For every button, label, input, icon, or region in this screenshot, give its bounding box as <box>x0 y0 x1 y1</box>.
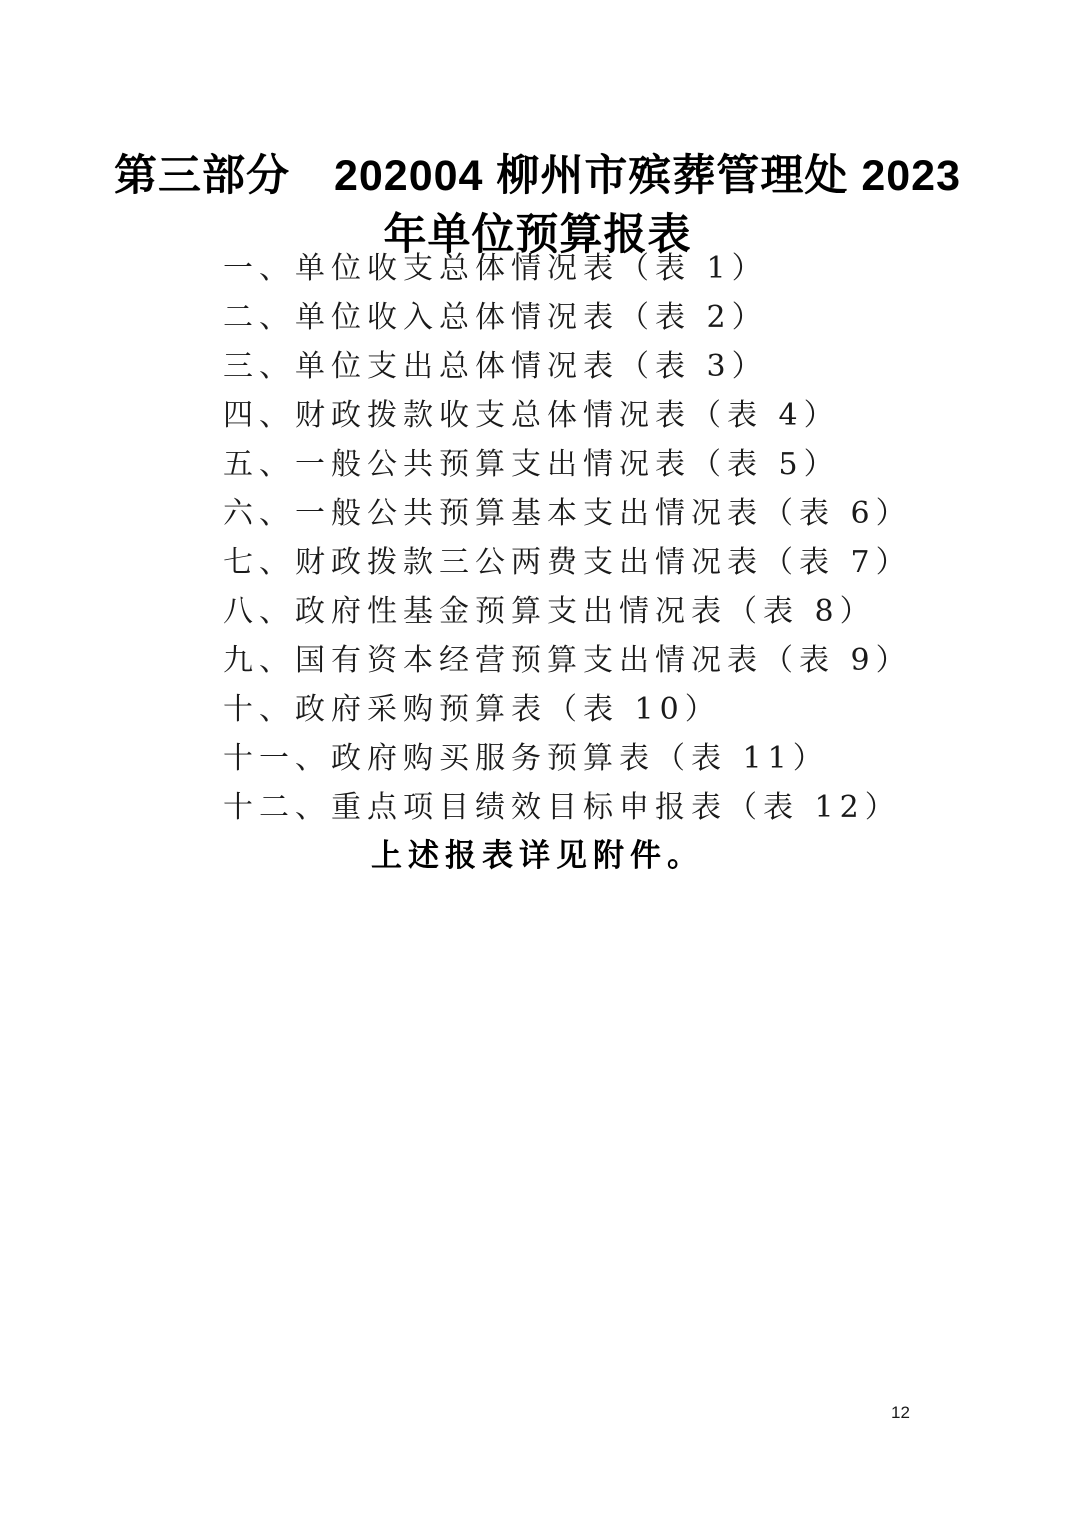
list-item: 六、一般公共预算基本支出情况表（表 6） <box>223 496 912 531</box>
page-title-line-1: 第三部分 202004 柳州市殡葬管理处 2023 <box>113 151 962 200</box>
list-item: 一、单位收支总体情况表（表 1） <box>223 251 768 286</box>
list-item: 十一、政府购买服务预算表（表 11） <box>223 741 829 776</box>
report-table-list <box>223 244 912 832</box>
list-item: 七、财政拨款三公两费支出情况表（表 7） <box>223 545 912 580</box>
list-item: 八、政府性基金预算支出情况表（表 8） <box>223 594 876 629</box>
list-item: 二、单位收入总体情况表（表 2） <box>223 300 768 335</box>
list-item: 三、单位支出总体情况表（表 3） <box>223 349 768 384</box>
attachment-note: 上述报表详见附件。 <box>371 838 704 874</box>
list-item: 九、国有资本经营预算支出情况表（表 9） <box>223 643 912 678</box>
list-item: 十二、重点项目绩效目标申报表（表 12） <box>223 790 901 825</box>
list-item: 十、政府采购预算表（表 10） <box>223 692 721 727</box>
page-title-line-2: 年单位预算报表 <box>383 210 692 259</box>
page-number: 12 <box>891 1403 910 1422</box>
list-item: 五、一般公共预算支出情况表（表 5） <box>223 447 840 482</box>
list-item: 四、财政拨款收支总体情况表（表 4） <box>223 398 840 433</box>
